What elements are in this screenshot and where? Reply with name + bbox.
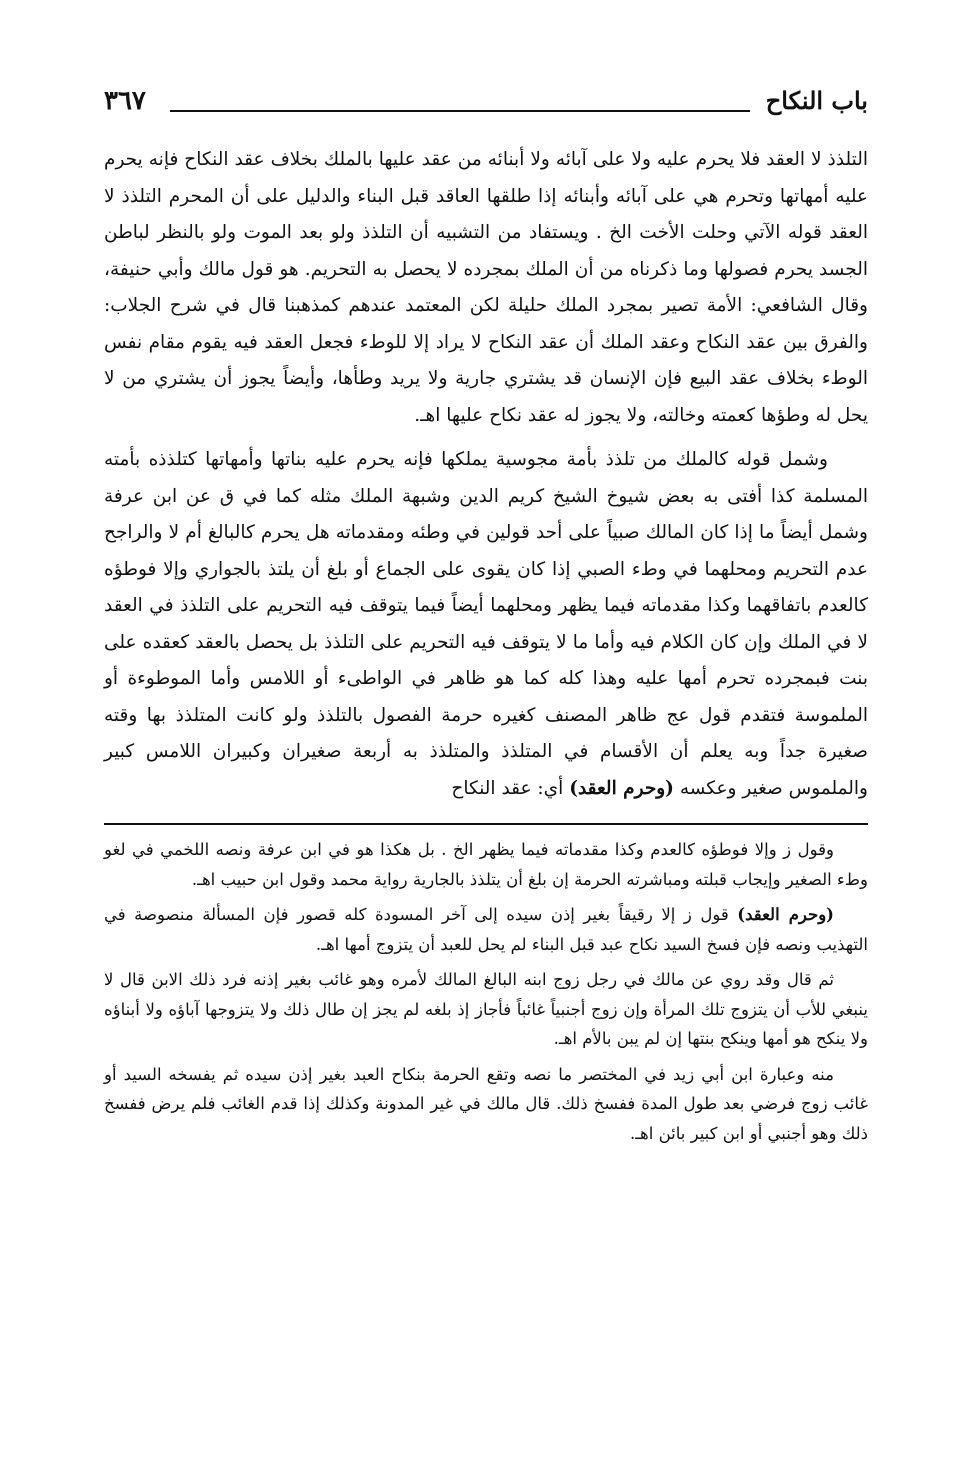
footnotes [104,835,868,1148]
main-paragraph-1: التلذذ لا العقد فلا يحرم عليه ولا على آبائه ولا أبنائه من عقد عليها بالملك بخلاف عقد النكاح فإنه يحرم عليه أمهاتها وتحرم هي على آبائه وأبنائه إذا طلقها العاقد قبل البناء والدليل على أن المحرم التلذذ لا العقد قوله الآتي وحلت الأخت الخ . ويستفاد من التشبيه أن التلذذ ولو بعد الموت ولو بالنظر لباطن الجسد يحرم فصولها وما ذكرناه من أن الملك بمجرده لا يحصل به التحريم. هو قول مالك وأبي حنيفة، وقال الشافعي: الأمة تصير بمجرد الملك حليلة لكن المعتمد عندهم كمذهبنا قال في شرح الجلاب: والفرق بين عقد النكاح وعقد الملك أن عقد النكاح لا يراد إلا للوطء فجعل العقد فيه يقوم مقام نفس الوطء بخلاف عقد البيع فإن الإنسان قد يشتري جارية ولا يريد وطأها، وأيضاً يجوز أن يشتري من لا يحل له وطؤها كعمته وخالته، ولا يجوز له عقد نكاح عليها اهـ. [104,149,868,426]
matn-quote: (وحرم العقد) [569,777,674,799]
page-number: ٣٦٧ [104,86,146,116]
header-rule [170,110,750,112]
main-paragraph-2 [104,442,868,807]
paragraph-2-text: وشمل قوله كالملك من تلذذ بأمة مجوسية يملكها فإنه يحرم عليه بناتها وأمهاتها كتلذذه بأمته المسلمة كذا أفتى به بعض شيوخ الشيخ كريم الدين وشبهة الملك مثله كما في ق عن ابن عرفة وشمل أيضاً ما إذا كان المالك صبياً على أحد قولين في وطئه ومقدماته هل يحرم كالبالغ أم لا والراجح عدم التحريم ومحلهما في وطء الصبي إذا كان يقوى على الجماع أو بلغ أن يلتذ بالجواري وإلا فوطؤه كالعدم باتفاقهما وكذا مقدماته فيما يظهر ومحلهما أيضاً فيما يتوقف فيه التحريم على التلذذ في العقد لا في الملك وإن كان الكلام فيه وأما ما لا يتوقف فيه التحريم على التلذذ بل يحصل بالعقد كعقده على بنت فبمجرده تحرم أمها عليه وهذا كله كما هو ظاهر في الواطىء أو اللامس وأما الموطوءة أو الملموسة فتقدم قول عج ظاهر المصنف كغيره حرمة الفصول بالتلذذ ولو كانت المتلذذ بها وقته صغيرة جداً وبه يعلم أن الأقسام في المتلذذ والمتلذذ به أربعة صغيران وكبيران اللامس كبير والملموس صغير وعكسه [104,449,868,799]
running-head: باب النكاح [765,86,868,115]
main-text [104,142,868,807]
footnote-rule [104,823,868,825]
paragraph-2-tail: أي: عقد النكاح [451,777,564,799]
footnote-4: منه وعبارة ابن أبي زيد في المختصر ما نصه وتقع الحرمة بنكاح العبد بغير إذن سيده ثم يفسخه السيد أو غائب زوج فرضي بعد طول المدة ففسخ ذلك. قال مالك في غير المدونة وكذلك إذا قدم الغائب فلم يرض ففسخ ذلك وهو أجنبي أو ابن كبير بائن اهـ. [104,1064,868,1143]
footnote-2-heading: (وحرم العقد) [737,905,834,924]
footnote-2-text: قول ز إلا رقيقاً بغير إذن سيده إلى آخر المسودة كله قصور فإن المسألة منصوصة في التهذيب ونصه فإن فسخ السيد نكاح عبد قبل البناء لم يحل للعبد أن يتزوج أمها اهـ. [104,905,868,954]
footnote-2 [104,900,868,959]
page-header [104,84,868,126]
footnote-3: ثم قال وقد روي عن مالك في رجل زوج ابنه البالغ المالك لأمره وهو غائب بغير إذنه فرد ذلك الابن قال لا ينبغي للأب أن يتزوج تلك المرأة وإن زوج أجنبياً غائباً فأجاز إذ بلغه لم يجز إن طال ذلك ولا يتزوجها آباؤه ولا أبناؤه ولا ينكح هو أمها وينكح بنتها إن لم يبن بالأم اهـ. [104,970,868,1048]
footnote-1: وقول ز وإلا فوطؤه كالعدم وكذا مقدماته فيما يظهر الخ . بل هكذا هو في ابن عرفة ونصه اللخمي في لغو وطء الصغير وإيجاب قبلته ومباشرته الحرمة إن بلغ أن يتلذذ بالجارية رواية محمد وقول ابن حبيب اهـ. [104,840,868,889]
